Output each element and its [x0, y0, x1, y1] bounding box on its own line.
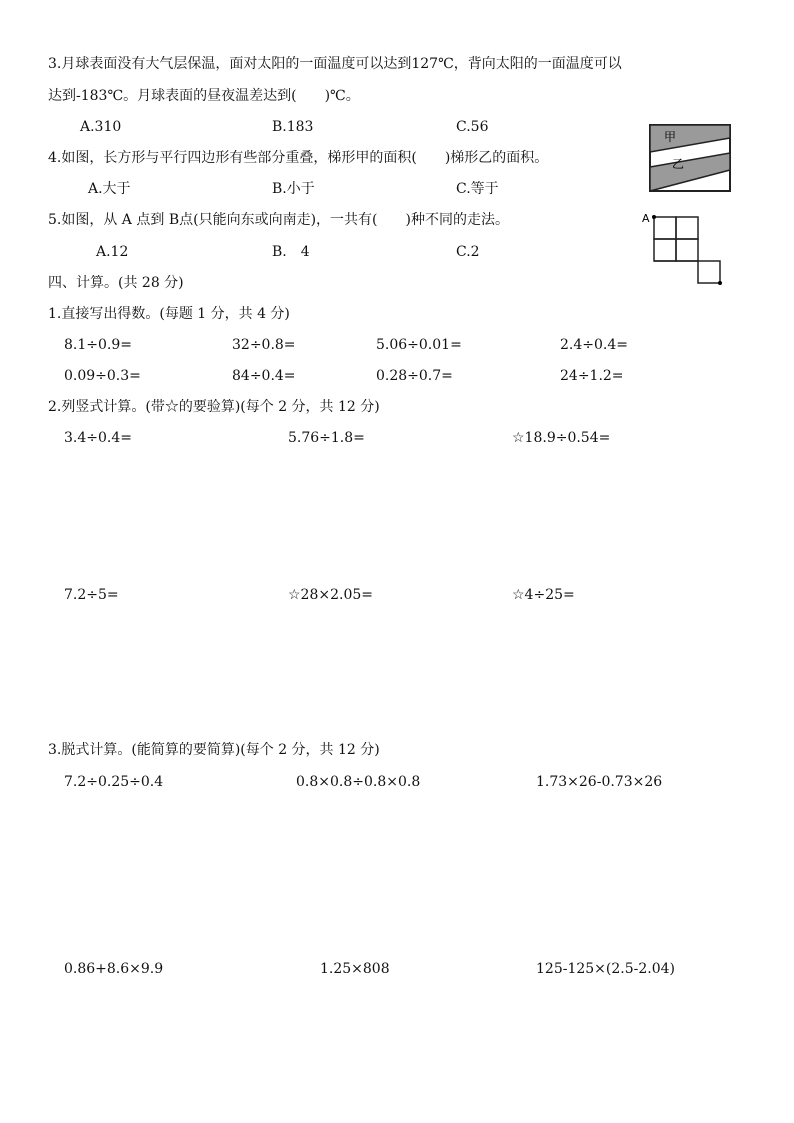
q3-option-c: C.56 [456, 119, 489, 135]
part1-title: 1.直接写出得数。(每题 1 分，共 4 分) [48, 306, 290, 322]
q5-point-b [718, 281, 722, 285]
q3-line1: 3.月球表面没有大气层保温，面对太阳的一面温度可以达到127℃，背向太阳的一面温度可以 [48, 56, 622, 72]
q3-option-b: B.183 [272, 119, 314, 135]
q4-option-a: A.大于 [88, 181, 131, 197]
q4-overlap-figure [644, 120, 736, 198]
part1-item: 0.09÷0.3= [64, 368, 141, 384]
q4-label-yi: 乙 [672, 157, 685, 171]
part1-item: 32÷0.8= [232, 337, 296, 353]
q4-option-c: C.等于 [456, 181, 499, 197]
q5-option-b: B. 4 [272, 244, 310, 260]
part1-item: 5.06÷0.01= [376, 337, 462, 353]
part1-item: 2.4÷0.4= [560, 337, 628, 353]
part3-item: 1.73×26-0.73×26 [536, 774, 663, 790]
q3-line2: 达到-183℃。月球表面的昼夜温差达到( )℃。 [48, 88, 360, 104]
part3-item: 0.86+8.6×9.9 [64, 961, 164, 977]
part2-item: 7.2÷5= [64, 587, 119, 603]
section4-title: 四、计算。(共 28 分) [48, 275, 184, 291]
q5-text: 5.如图，从 A 点到 B点(只能向东或向南走)，一共有( )种不同的走法。 [48, 212, 509, 228]
part3-title: 3.脱式计算。(能简算的要简算)(每个 2 分，共 12 分) [48, 742, 380, 758]
part2-item: 3.4÷0.4= [64, 430, 132, 446]
part3-item: 125-125×(2.5-2.04) [536, 961, 675, 977]
part2-item: ☆18.9÷0.54= [512, 430, 611, 446]
part2-title: 2.列竖式计算。(带☆的要验算)(每个 2 分，共 12 分) [48, 399, 380, 415]
part1-item: 0.28÷0.7= [376, 368, 453, 384]
q4-text: 4.如图，长方形与平行四边形有些部分重叠，梯形甲的面积( )梯形乙的面积。 [48, 150, 549, 166]
q5-label-a: A [642, 212, 650, 225]
part2-item: ☆28×2.05= [288, 587, 373, 603]
q4-option-b: B.小于 [272, 181, 315, 197]
part2-item: ☆4÷25= [512, 587, 575, 603]
part1-item: 8.1÷0.9= [64, 337, 132, 353]
part3-item: 1.25×808 [320, 961, 390, 977]
part3-item: 0.8×0.8÷0.8×0.8 [296, 774, 421, 790]
q5-option-a: A.12 [96, 244, 129, 260]
q5-grid [654, 217, 720, 283]
q3-option-a: A.310 [80, 119, 122, 135]
part1-item: 84÷0.4= [232, 368, 296, 384]
part2-item: 5.76÷1.8= [288, 430, 365, 446]
q4-label-jia: 甲 [664, 130, 677, 144]
q5-option-c: C.2 [456, 244, 480, 260]
part1-item: 24÷1.2= [560, 368, 624, 384]
q5-point-a [652, 215, 656, 219]
part3-item: 7.2÷0.25÷0.4 [64, 774, 164, 790]
q5-grid-figure [640, 210, 730, 290]
